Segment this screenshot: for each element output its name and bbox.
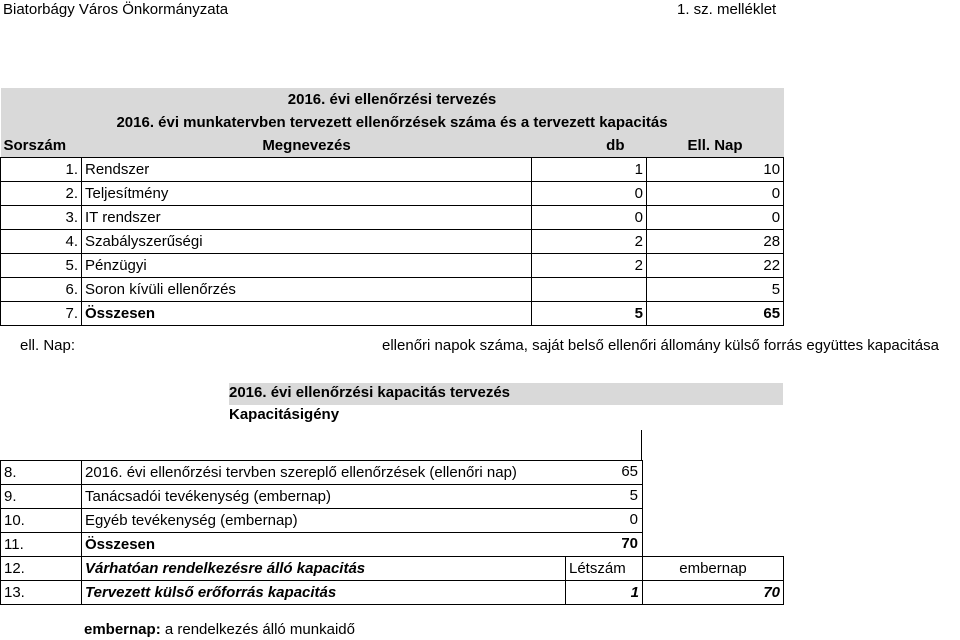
available-capacity-row (1, 557, 784, 581)
footer-definition (84, 621, 355, 638)
total-row (1, 533, 784, 557)
row-nap: 65 (647, 302, 784, 326)
row-name: Rendszer (82, 158, 532, 182)
plan-table (0, 88, 784, 326)
table-row (1, 158, 784, 182)
row-db: 5 (532, 302, 647, 326)
value-9: 5 (629, 487, 638, 504)
row-num: 12. (1, 557, 82, 581)
external-capacity-row (1, 581, 784, 605)
col-header-nap: Ell. Nap (687, 137, 743, 154)
row-name: Soron kívüli ellenőrzés (82, 278, 532, 302)
table-row (1, 485, 784, 509)
row-num: 10. (1, 509, 82, 533)
row-name: Pénzügyi (82, 254, 532, 278)
plan-subtitle: 2016. évi munkatervben tervezett ellenőrzések száma és a tervezett kapacitás (116, 114, 668, 131)
row-num: 6. (1, 278, 82, 302)
table-row (1, 254, 784, 278)
value-10: 0 (629, 511, 638, 528)
organization-name: Biatorbágy Város Önkormányzata (3, 1, 229, 18)
row-name: Tanácsadói tevékenység (embernap) (82, 485, 643, 509)
row-nap: 0 (647, 182, 784, 206)
row-db: 0 (532, 206, 647, 230)
row-nap: 10 (647, 158, 784, 182)
row-nap: 5 (647, 278, 784, 302)
row-name: Összesen (82, 302, 532, 326)
row-num: 7. (1, 302, 82, 326)
table-row (1, 509, 784, 533)
plan-title-row (1, 88, 784, 111)
row-num: 2. (1, 182, 82, 206)
col-header-num: Sorszám (3, 137, 67, 154)
row-num: 4. (1, 230, 82, 254)
plan-header-row (1, 134, 784, 158)
row-nap: 28 (647, 230, 784, 254)
plan-subtitle-row (1, 111, 784, 134)
row-name: Egyéb tevékenység (embernap) (82, 509, 643, 533)
row-name: Várhatóan rendelkezésre álló kapacitás (82, 557, 566, 581)
row-nap: 0 (647, 206, 784, 230)
footer-text: a rendelkezés álló munkaidő (160, 621, 355, 638)
table-row (1, 461, 784, 485)
table-row (1, 278, 784, 302)
row-db: 0 (532, 182, 647, 206)
row-num: 3. (1, 206, 82, 230)
row-name: Összesen (82, 533, 643, 557)
col-header-name: Megnevezés (262, 137, 351, 154)
person-days-value: 70 (643, 581, 784, 605)
person-days-label: embernap (643, 557, 784, 581)
row-db: 1 (532, 158, 647, 182)
row-name: Szabályszerűségi (82, 230, 532, 254)
col-header-db: db (606, 137, 625, 154)
value-8: 65 (621, 463, 638, 480)
table-row (1, 182, 784, 206)
table-row (1, 206, 784, 230)
row-num: 5. (1, 254, 82, 278)
row-num: 9. (1, 485, 82, 509)
row-num: 13. (1, 581, 82, 605)
row-num: 8. (1, 461, 82, 485)
row-name: 2016. évi ellenőrzési tervben szereplő ellenőrzések (ellenőri nap) (82, 461, 643, 485)
note-label: ell. Nap: (20, 337, 76, 354)
capacity-table (0, 460, 784, 605)
row-name: Teljesítmény (82, 182, 532, 206)
value-11: 70 (621, 535, 638, 552)
row-db (532, 278, 647, 302)
note-text: ellenőri napok száma, saját belső ellenőri állomány külső forrás együttes kapacitása (382, 337, 939, 354)
headcount-label: Létszám (566, 557, 643, 581)
total-row (1, 302, 784, 326)
row-db: 2 (532, 230, 647, 254)
divider-line (641, 430, 642, 460)
footer-label: embernap: (84, 621, 161, 638)
table-row (1, 230, 784, 254)
capacity-subtitle: Kapacitásigény (229, 406, 340, 423)
capacity-title: 2016. évi ellenőrzési kapacitás tervezés (229, 384, 511, 401)
row-name: IT rendszer (82, 206, 532, 230)
headcount-value: 1 (566, 581, 643, 605)
row-num: 11. (1, 533, 82, 557)
row-num: 1. (1, 158, 82, 182)
row-nap: 22 (647, 254, 784, 278)
row-name: Tervezett külső erőforrás kapacitás (82, 581, 566, 605)
plan-title: 2016. évi ellenőrzési tervezés (287, 91, 497, 108)
annex-label: 1. sz. melléklet (677, 1, 777, 18)
row-db: 2 (532, 254, 647, 278)
